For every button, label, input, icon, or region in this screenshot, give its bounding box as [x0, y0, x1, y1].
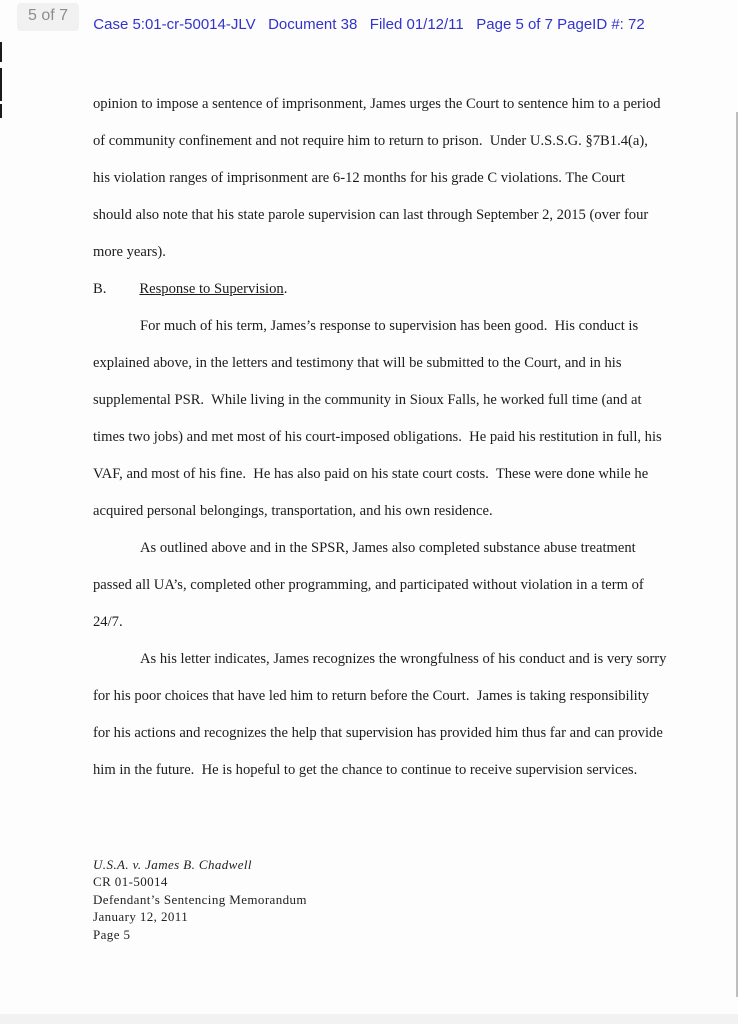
document-line: VAF, and most of his fine. He has also paid on his state court costs. These were done while he — [93, 466, 649, 482]
footer-case-caption: U.S.A. v. James B. Chadwell — [93, 857, 252, 872]
footer-date: January 12, 2011 — [93, 909, 189, 925]
bottom-strip — [0, 1014, 738, 1024]
document-line: opinion to impose a sentence of imprisonment, James urges the Court to sentence him to a period — [93, 96, 661, 112]
document-line: more years). — [93, 244, 166, 260]
footer-case-block — [93, 856, 307, 943]
document-line: for his actions and recognizes the help that supervision has provided him thus far and can provide — [93, 725, 663, 741]
document-line: As outlined above and in the SPSR, James also completed substance abuse treatment — [140, 540, 636, 556]
document-line: For much of his term, James’s response to supervision has been good. His conduct is — [140, 318, 639, 334]
section-heading — [93, 271, 723, 308]
document-line: As his letter indicates, James recognizes the wrongfulness of his conduct and is very sorry — [140, 651, 667, 667]
document-body — [93, 86, 723, 789]
document-line: supplemental PSR. While living in the community in Sioux Falls, he worked full time (and at — [93, 392, 642, 408]
footer-case-number: CR 01-50014 — [93, 874, 168, 890]
document-line: of community confinement and not require him to return to prison. Under U.S.S.G. §7B1.4(a), — [93, 133, 648, 149]
document-line: 24/7. — [93, 614, 123, 630]
document-line: passed all UA’s, completed other programming, and participated without violation in a term of — [93, 577, 644, 593]
document-line: should also note that his state parole supervision can last through September 2, 2015 (over four — [93, 207, 649, 223]
ecf-stamp-header: Case 5:01-cr-50014-JLV Document 38 Filed 01/12/11 Page 5 of 7 PageID #: 72 — [93, 16, 645, 33]
section-heading-label: B. — [93, 281, 107, 297]
scan-edge-mark — [0, 68, 2, 101]
scan-edge-mark — [0, 104, 2, 118]
footer-page-label: Page 5 — [93, 926, 131, 942]
footer-document-title: Defendant’s Sentencing Memorandum — [93, 891, 307, 907]
scan-edge-mark — [0, 42, 2, 62]
section-heading-suffix: . — [283, 281, 288, 297]
document-line: explained above, in the letters and testimony that will be submitted to the Court, and in his — [93, 355, 622, 371]
document-line: times two jobs) and met most of his court-imposed obligations. He paid his restitution in full, his — [93, 429, 662, 445]
document-line: acquired personal belongings, transportation, and his own residence. — [93, 503, 493, 519]
document-line: his violation ranges of imprisonment are 6-12 months for his grade C violations. The Court — [93, 170, 625, 186]
section-heading-title: Response to Supervision — [139, 281, 284, 297]
document-line: for his poor choices that have led him to return before the Court. James is taking responsibility — [93, 688, 650, 704]
document-line: him in the future. He is hopeful to get the chance to continue to receive supervision services. — [93, 762, 638, 778]
page-indicator-badge: 5 of 7 — [17, 3, 79, 31]
